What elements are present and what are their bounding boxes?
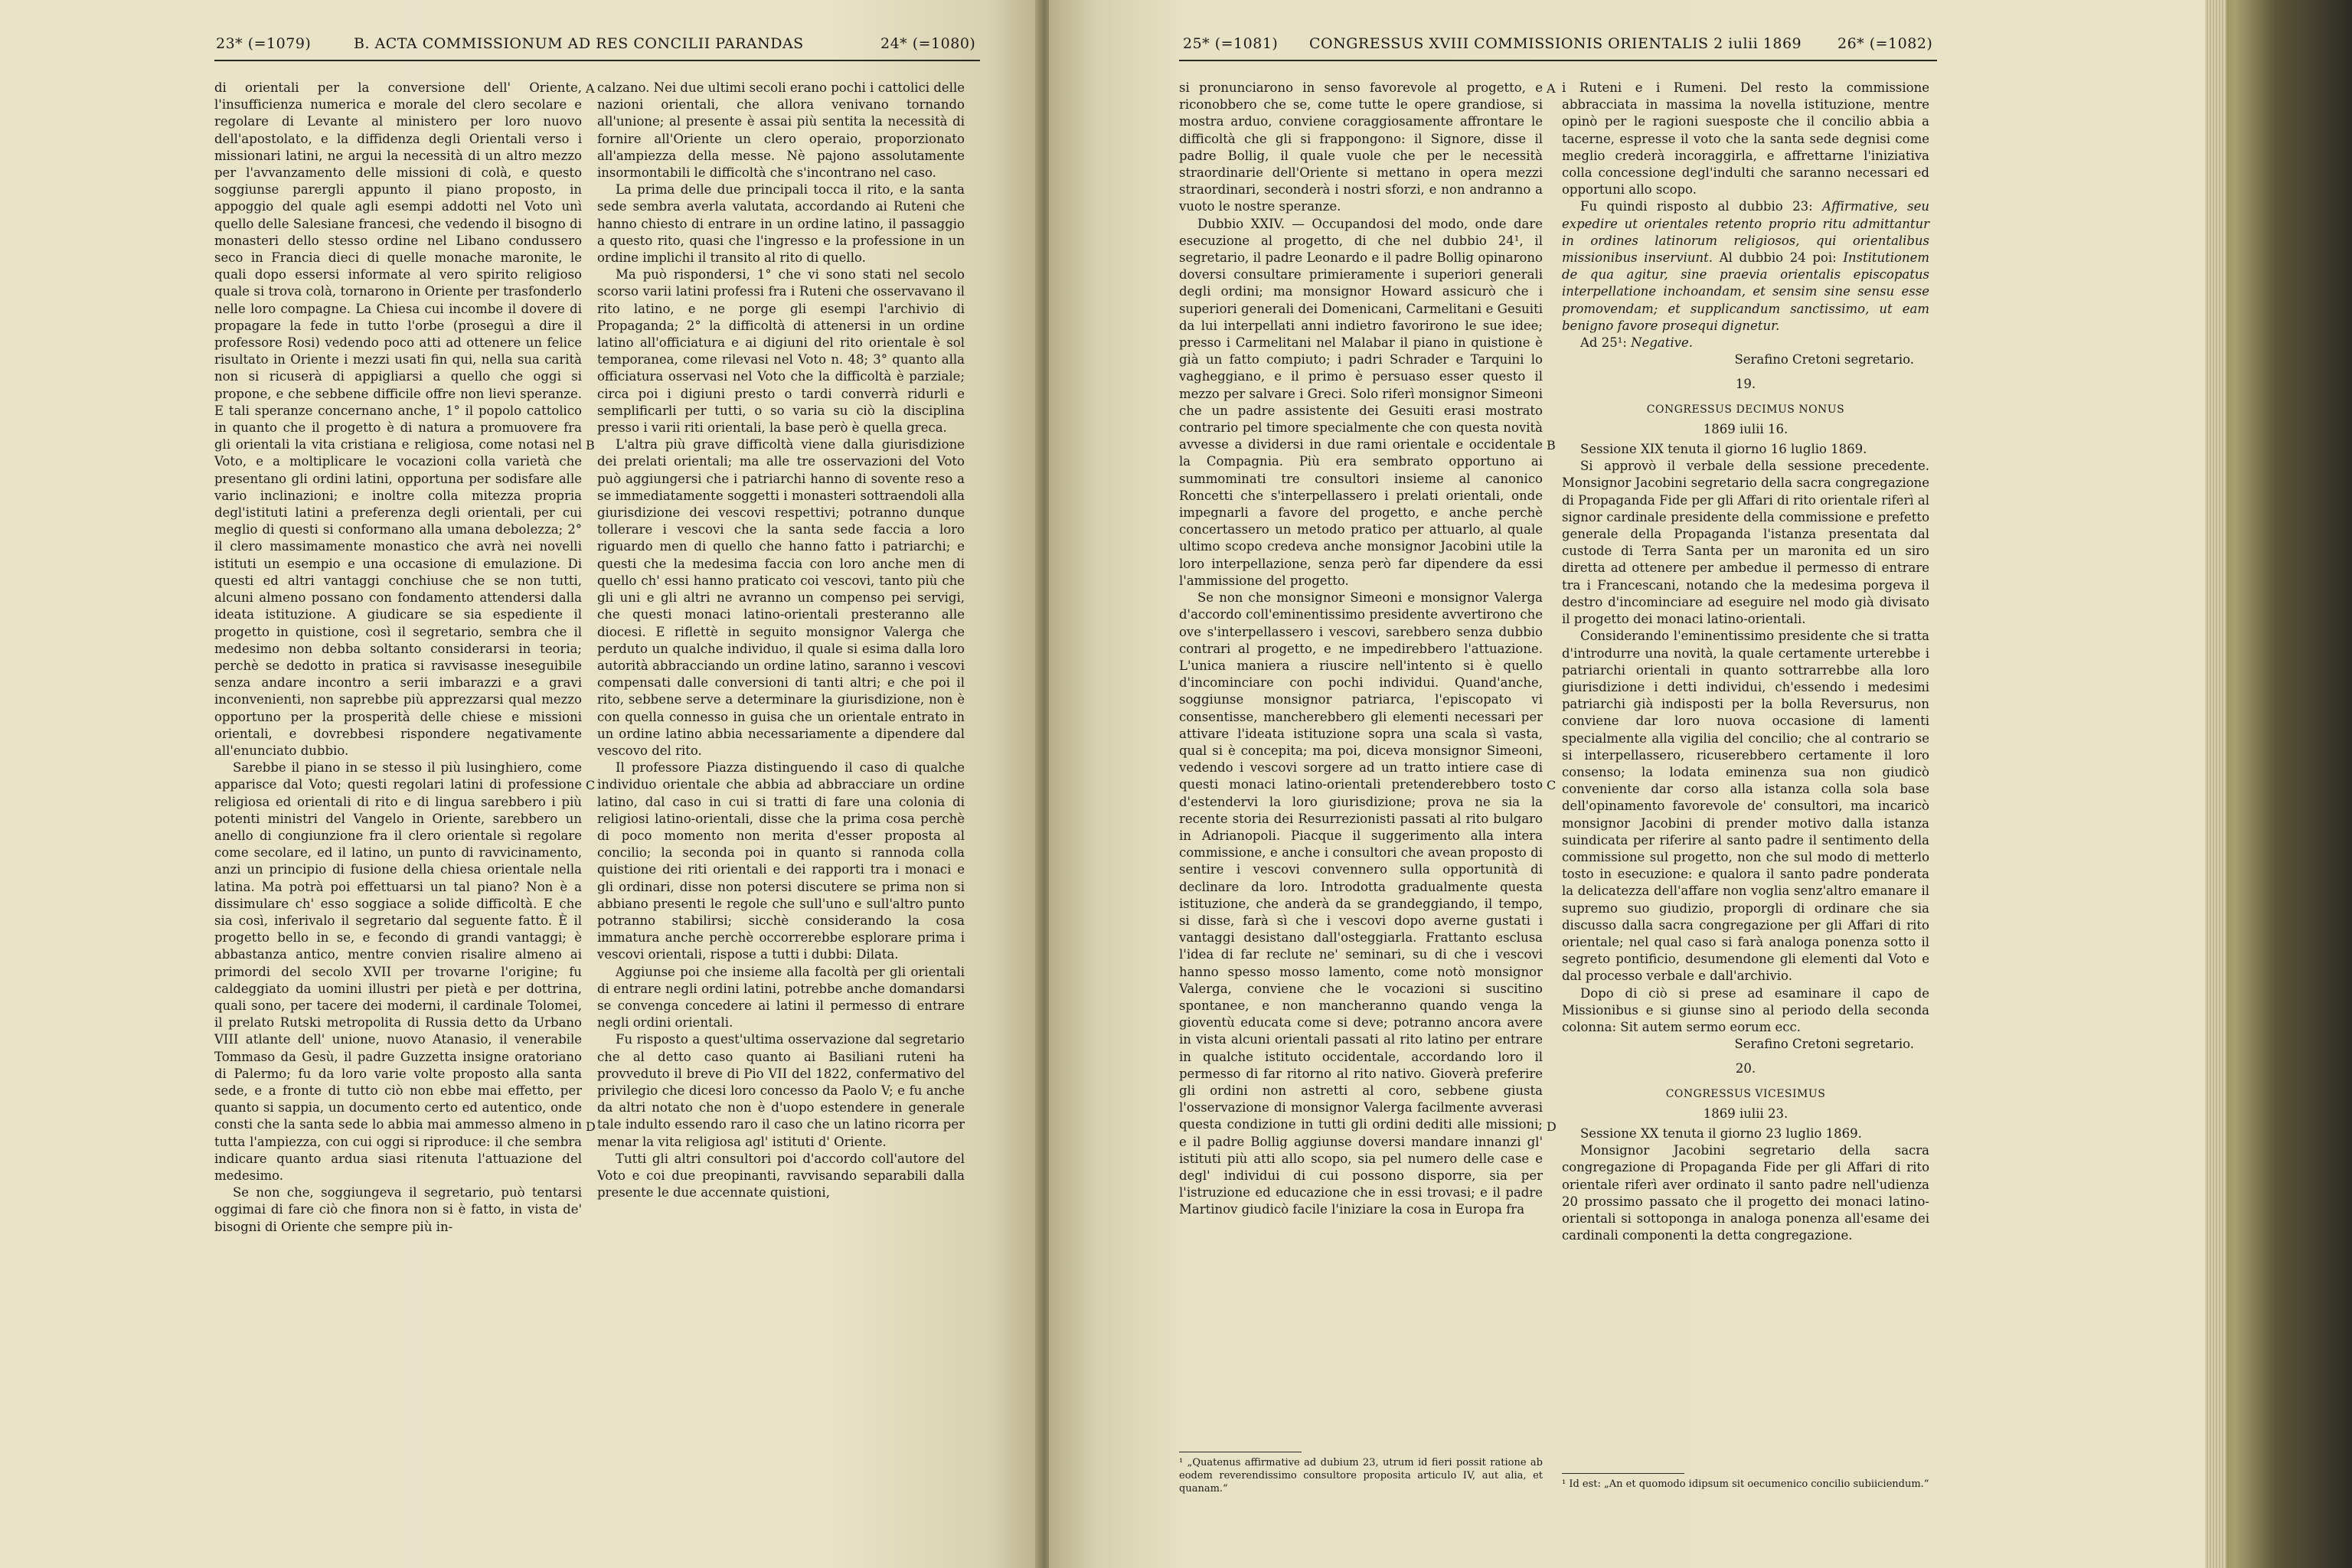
footnote: ¹ „Quatenus affirmative ad dubium 23, utrum id fieri possit ratione ab eodem reverendissimo consultore proposita articulo IV, aut alia, et quanam.“ bbox=[1179, 1457, 1543, 1494]
section-date: 1869 iulii 16. bbox=[1703, 421, 1788, 436]
footnote-rule bbox=[1562, 1473, 1684, 1474]
signature: Serafino Cretoni segretario. bbox=[1734, 352, 1914, 368]
paragraph: Se non che monsignor Simeoni e monsignor Valerga d'accordo coll'eminentissimo presidente avvertirono che ove s'interpellassero i vescovi, sarebbero senza dubbio contrari al progetto, e ne impedirebbero l'attuazione. L'unica maniera a riuscire nell'intento si è quello d'incominciare con pochi individui. Quand'anche, soggiunse monsignor patriarca, l'episcopato vi consentisse, mancherebbero gli elementi necessari per attivare l'ideata istituzione sopra una scala sì vasta, qual si è concepita; ma poi, diceva monsignor Simeoni, vedendo i vescovi sorgere ad un tratto intiere case di questi monaci latino-orientali pretenderebbero tosto d'estendervi la loro giurisdizione; prova ne sia la recente storia dei Resurrezionisti passati al rito bulgaro in Adrianopoli. Piacque il suggerimento alla intera commissione, e anche i consultori che avean proposto di sentire i vescovi convennero sulla opportunità di declinare da loro. Introdotta gradualmente questa istituzione, che anderà da se grandeggiando, il tempo, si disse, farà sì che i vescovi dopo averne gustati i vantaggi desistano dall'osteggiarla. Frattanto esclusa l'idea di far reclute ne' seminari, su di che i vescovi hanno spesso mosso lamento, come notò monsignor Valerga, conviene che le vocazioni si suscitino spontanee, e non mancheranno quando venga la gioventù educata come si deve; potranno ancora avere in vista alcuni orientali passati al rito latino per entrare in qualche istituto occidentale, accordando loro il permesso di far ritorno al rito nativo. Gioverà preferire gli ordini non astretti al coro, sebbene giusta l'osservazione di monsignor Valerga facilmente avverasi questa condizione in tutti gli ordini dediti alle missioni; e il padre Bollig aggiunse doversi mandare innanzi gl' istituti più atti allo scopo, sia pel numero delle case e degl' individui di cui possono disporre, sia per l'istruzione ed educazione che in essi trovasi; e il padre Martinov giudicò facile l'iniziare la cosa in Europa fra bbox=[1179, 590, 1543, 1217]
paragraph: calzano. Nei due ultimi secoli erano pochi i cattolici delle nazioni orientali, che allora venivano tornando all'unione; al presente è assai più sentita la necessità di fornire all'Oriente un clero operaio, proporzionato all'ampiezza della messe. Nè pajono assolutamente insormontabili le difficoltà che s'incontrano nel caso. bbox=[597, 80, 965, 181]
margin-marker-c: C bbox=[586, 778, 596, 792]
answer-intro: Ad 25¹: bbox=[1580, 335, 1627, 351]
right-column-2 bbox=[1562, 80, 1929, 1244]
paragraph: Sessione XX tenuta il giorno 23 luglio 1869. bbox=[1580, 1125, 1862, 1141]
footnote: ¹ Id est: „An et quomodo idipsum sit oecumenico concilio subiiciendum.“ bbox=[1562, 1478, 1929, 1490]
answer-dubbio-25 bbox=[1562, 335, 1929, 351]
paragraph: Dopo di ciò si prese ad esaminare il capo de Missionibus e si giunse sino al periodo della seconda colonna: Sit autem sermo eorum ecc. bbox=[1562, 985, 1929, 1034]
margin-marker-c: C bbox=[1547, 778, 1557, 792]
paragraph: L'altra più grave difficoltà viene dalla giurisdizione dei prelati orientali; ma alle tre osservazioni del Voto può aggiungersi che i patriarchi hanno di sovente reso a se immediatamente soggetti i monasteri sottraendoli alla giurisdizione dei vescovi respettivi; potranno dunque tollerare i vescovi che la santa sede faccia a loro riguardo men di quello che hanno fatto i patriarchi; e questi che la medesima faccia con loro anche men di quello ch' essi hanno praticato coi vescovi, tanto più che gli uni e gli altri ne avranno un compenso pei servigi, che questi monaci latino-orientali presteranno alle diocesi. E riflettè in seguito monsignor Valerga che perduto un qualche individuo, il quale si esima dalla loro autorità abbracciando un ordine latino, saranno i vescovi compensati dalle conversioni di tanti altri; e che poi il rito, sebbene serve a determinare la giurisdizione, non è con quella connesso in guisa che un orientale entrato in un ordine latino abbia necessariamente a dipendere dal vescovo del rito. bbox=[597, 437, 965, 758]
section-title: CONGRESSUS VICESIMUS bbox=[1665, 1087, 1826, 1100]
margin-marker-a: A bbox=[1547, 81, 1556, 96]
paragraph: Aggiunse poi che insieme alla facoltà per gli orientali di entrare negli ordini latini, potrebbe anche domandarsi se convenga concedere ai latini il permesso di entrare negli ordini orientali. bbox=[597, 964, 965, 1031]
left-column-2 bbox=[597, 80, 965, 1201]
paragraph: di orientali per la conversione dell' Oriente, l'insufficienza numerica e morale del clero secolare e regolare di Levante al ministero per loro nuovo dell'apostolato, e la diffidenza degli Orientali verso i missionari latini, ne argui la necessità di un altro mezzo per l'avvanzamento delle missioni di colà, e questo soggiunse parergli appunto il piano proposto, in appoggio del quale agli esempi addotti nel Voto unì quello delle Salesiane francesi, che vedendo il bisogno di monasteri dello stesso ordine nel Libano condussero seco in Francia dieci di quelle monache maronite, le quali dopo essersi informate al vero spirito religioso quale si trova colà, tornarono in Oriente per trasfonderlo nelle loro compagne. La Chiesa cui incombe il dovere di propagare la fede in tutto l'orbe (proseguì a dire il professore Rosi) vedendo poco atti ad ottenere un felice risultato in Oriente i mezzi usati fin qui, nella sua carità non si ricuserà di appigliarsi a quello che oggi si propone, e che sebbene difficile offre non lievi speranze. E tali speranze concernano anche, 1° il popolo cattolico in quanto che il progetto è di natura a promuovere fra gli orientali la vita cristiana e religiosa, come notasi nel Voto, e a moltiplicare le vocazioni colla varietà che presentano gli ordini latini, opportuna per sodisfare alle vario inclinazioni; e inoltre colla mitezza propria degl'istituti latini a preferenza degli orientali, per cui meglio di questi si conformano alla umana debolezza; 2° il clero massimamente monastico che avrà nei novelli istituti un esempio e una occasione di emulazione. Di questi ed altri vantaggi conchiuse che se non tutti, alcuni almeno possano con fondamento attendersi dalla ideata istituzione. A giudicare se sia espediente il progetto in quistione, così il segretario, sembra che il medesimo non debba soltanto considerarsi in teoria; perchè se dedotto in pratica si ravvisasse ineseguibile senza andare incontro a serii imbarazzi e a gravi inconvenienti, non saprebbe più apprezzarsi qual mezzo opportuno per la prosperità delle chiese e missioni orientali, e dovrebbesi rispondere negativamente all'enunciato dubbio. bbox=[214, 80, 582, 758]
margin-marker-a: A bbox=[586, 81, 595, 96]
left-header-page-number-left: 23* (=1079) bbox=[216, 35, 312, 52]
margin-marker-d: D bbox=[1547, 1119, 1557, 1134]
book-cover-edge bbox=[2205, 0, 2352, 1568]
right-column-1 bbox=[1179, 80, 1543, 1219]
left-page bbox=[0, 0, 1040, 1568]
paragraph: Monsignor Jacobini segretario della sacra congregazione di Propaganda Fide per gli Affari di rito orientale riferì aver ordinato il santo padre nell'udienza 20 prossimo passato che il progetto dei monaci latino-orientali si sottoponga in analoga ponenza all'esame dei cardinali componenti la detta congregazione. bbox=[1562, 1143, 1929, 1243]
paragraph: Fu risposto a quest'ultima osservazione dal segretario che al detto caso quanto ai Basiliani ruteni ha provveduto il breve di Pio VII del 1822, confermativo del privilegio che dicesi loro concesso da Paolo V; e fu anche da altri notato che non è d'uopo estendere in generale tale indulto essendo raro il caso che un latino ricorra per menar la vita religiosa agl' istituti d' Oriente. bbox=[597, 1032, 965, 1149]
paragraph: Si approvò il verbale della sessione precedente. Monsignor Jacobini segretario della sacra congregazione di Propaganda Fide per gli Affari di rito orientale riferì al signor cardinale presidente della commissione e prefetto generale della Propaganda l'istanza presentata dal custode di Terra Santa per un maronita ed un siro diretta ad ottenere per ambedue il permesso di entrare tra i Francescani, notando che la medesima porgeva il destro d'incominciare ad eseguire nel modo già divisato il progetto dei monaci latino-orientali. bbox=[1562, 459, 1929, 627]
paragraph: Ma può rispondersi, 1° che vi sono stati nel secolo scorso varii latini professi fra i Ruteni che osservavano il rito latino, e ne porge gli esempi l'archivio di Propaganda; 2° la difficoltà di attenersi in un ordine latino all'officiatura e ai digiuni del rito orientale è sol temporanea, come rilevasi nel Voto n. 48; 3° quanto alla officiatura osservasi nel Voto che la difficoltà è parziale; circa poi i digiuni presto o tardi converrà ridurli e semplificarli per tutti, o so varia su ciò la disciplina presso i varii riti orientali, la base però è quella greca. bbox=[597, 267, 965, 436]
answer-latin: Institutionem de qua agitur, sine praevia orientalis episcopatus interpellatione inchoandam, et sensim sine sensu esse promovendam; et supplicandum sanctissimo, ut eam benigno favore prosequi dignetur. bbox=[1562, 250, 1929, 333]
margin-marker-b: B bbox=[1547, 438, 1556, 452]
paragraph: si pronunciarono in senso favorevole al progetto, e riconobbero che se, come tutte le opere grandiose, si mostra arduo, conviene coraggiosamente affrontare le difficoltà che gli si frappongono: il Signore, disse il padre Bollig, il quale vuole che per le necessità straordinarie dell'Oriente si mettano in opera mezzi straordinari, seconderà i nostri sforzi, e non andranno a vuoto le nostre speranze. bbox=[1179, 80, 1543, 214]
section-date: 1869 iulii 23. bbox=[1703, 1106, 1788, 1121]
right-header-page-number-left: 25* (=1081) bbox=[1183, 35, 1279, 52]
left-header-title: B. ACTA COMMISSIONUM AD RES CONCILII PARANDAS bbox=[354, 35, 804, 52]
signature: Serafino Cretoni segretario. bbox=[1734, 1037, 1914, 1052]
answer-dubbio-23 bbox=[1562, 198, 1929, 335]
left-header-page-number-right: 24* (=1080) bbox=[880, 35, 976, 52]
paragraph: Sessione XIX tenuta il giorno 16 luglio 1869. bbox=[1580, 442, 1867, 457]
answer-intro: Al dubbio 24 poi: bbox=[1719, 250, 1837, 266]
paragraph: Sarebbe il piano in se stesso il più lusinghiero, come apparisce dal Voto; questi regolari latini di professione religiosa ed orientali di rito e di lingua sarebbero i più potenti ministri del Vangelo in Oriente, sarebbero un anello di congiunzione fra il clero orientale sì regolare come secolare, ed il latino, un punto di ravvicinamento, anzi un principio di fusione della chiesa orientale nella latina. Ma potrà poi effettuarsi un tal piano? Non è a dissimulare ch' esso soggiace a solide difficoltà. E che sia così, inferivalo il segretario dal seguente fatto. È il progetto bello in se, e fecondo di grandi vantaggi; è abbastanza antico, mentre convien risalire almeno ai primordi del secolo XVII per trovarne l'origine; fu caldeggiato da uomini illustri per pietà e per dottrina, quali sono, per tacere dei moderni, il cardinale Tolomei, il prelato Rutski metropolita di Russia detto da Urbano VIII atlante dell' unione, nuovo Atanasio, il venerabile Tommaso da Gesù, il padre Guzzetta insigne oratoriano di Palermo; fu da loro varie volte proposto alla santa sede, e a fronte di tutto ciò non ebbe mai effetto, per quanto si sappia, un documento certo ed autentico, onde consti che la santa sede lo abbia mai ammesso almeno in tutta l'ampiezza, con cui oggi si riproduce: il che sembra indicare quanto ardua siasi ritenuta l'attuazione del medesimo. bbox=[214, 760, 582, 1183]
right-header-rule bbox=[1179, 60, 1937, 61]
paragraph: i Ruteni e i Rumeni. Del resto la commissione abbracciata in massima la novella istituzione, mentre opinò per le ragioni suesposte che il concilio abbia a tacerne, espresse il voto che la santa sede degnisi come meglio crederà incoraggirla, e affrettarne l'iniziativa colla concessione degl'indulti che saranno necessari ed opportuni allo scopo. bbox=[1562, 80, 1929, 198]
right-header-title: CONGRESSUS XVIII COMMISSIONIS ORIENTALIS 2 iulii 1869 bbox=[1309, 35, 1802, 52]
paragraph: Se non che, soggiungeva il segretario, può tentarsi oggimai di fare ciò che finora non si è fatto, in vista de' bisogni di Oriente che sempre più in- bbox=[214, 1185, 582, 1234]
right-page bbox=[1049, 0, 2205, 1568]
paragraph: Il professore Piazza distinguendo il caso di qualche individuo orientale che abbia ad abbracciare un ordine latino, dal caso in cui si tratti di fare una colonia di religiosi latino-orientali, disse che la prima cosa perchè di poco momento non merita d'esser proposta al concilio; la seconda poi in quanto si rannoda colla quistione dei riti orientali e dei rapporti tra i monaci e gli ordinari, disse non potersi discutere se prima non si abbiano presenti le regole che sull'uno e sull'altro punto potranno stabilirsi; sicchè considerando la cosa immatura anche perchè occorrerebbe esplorare prima i vescovi orientali, rispose a tutti i dubbi: Dilata. bbox=[597, 760, 965, 962]
page-edges bbox=[2205, 0, 2226, 1568]
section-title: CONGRESSUS DECIMUS NONUS bbox=[1646, 403, 1845, 416]
paragraph: Dubbio XXIV. — Occupandosi del modo, onde dare esecuzione al progetto, di che nel dubbio 24¹, il segretario, il padre Leonardo e il padre Bollig opinarono doversi consultare primieramente i superiori generali degli ordini; ma monsignor Howard assicurò che i superiori generali dei Domenicani, Carmelitani e Gesuiti da lui interpellati anni indietro favorirono le sue idee; presso i Carmelitani nel Malabar il piano in quistione è già un fatto compiuto; i padri Schrader e Tarquini lo vagheggiano, e il primo è persuaso esser questo il mezzo per salvare i Greci. Solo riferì monsignor Simeoni che un padre assistente dei Gesuiti erasi mostrato contrario pel timore specialmente che con questa novità avvesse a dividersi in due rami orientale e occidentale la Compagnia. Più era sembrato opportuno ai summominati tre consultori insieme al canonico Roncetti che s'interpellassero i prelati orientali, onde impegnarli a favore del progetto, e anche perchè concertassero un metodo pratico per attuarlo, al quale ultimo scopo credeva anche monsignor Jacobini utile la loro interpellazione, senza però far dipendere da essi l'ammissione del progetto. bbox=[1179, 216, 1543, 588]
paragraph: Considerando l'eminentissimo presidente che si tratta d'introdurre una novità, la quale certamente urterebbe i patriarchi orientali in quanto sottrarrebbe alla loro giurisdizione i detti individui, ch'essendo i medesimi patriarchi già indisposti per la bolla Reversurus, non conviene dar loro nuova occasione di lamenti specialmente alla vigilia del concilio; che al contrario se si interpellassero, ricuserebbero certamente il loro consenso; la lodata eminenza sua non giudicò conveniente dar corso alla istanza colla sola base dell'opinamento favorevole de' consultori, ma incaricò monsignor Jacobini di prender motivo dalla istanza suindicata per riferire al santo padre il sentimento della commissione sul progetto, non che sul modo di metterlo tosto in esecuzione: e qualora il santo padre ponderata la delicatezza dell'affare non voglia senz'altro emanare il supremo suo giudizio, proporgli di ordinare che sia discusso dalla sacra congregazione per gli Affari di rito orientale; nel qual caso si farà analoga ponenza sotto il segreto pontificio, desumendone gli elementi dal Voto e dal processo verbale e dall'archivio. bbox=[1562, 629, 1929, 984]
paragraph: Tutti gli altri consultori poi d'accordo coll'autore del Voto e coi due preopinanti, ravvisando separabili dalla presente le due accennate quistioni, bbox=[597, 1151, 965, 1200]
answer-latin: Affirmative, seu expedire ut orientales retento proprio ritu admittantur in ordines latinorum religiosos, qui orientalibus missionibus inserviunt. bbox=[1562, 199, 1929, 266]
margin-marker-d: D bbox=[586, 1119, 596, 1134]
left-header-rule bbox=[214, 60, 980, 61]
section-number: 19. bbox=[1735, 377, 1756, 392]
answer-intro: Fu quindi risposto al dubbio 23: bbox=[1580, 199, 1813, 214]
answer-latin: Negative. bbox=[1631, 335, 1693, 351]
left-column-1 bbox=[214, 80, 582, 1236]
right-header-page-number-right: 26* (=1082) bbox=[1838, 35, 1933, 52]
margin-marker-b: B bbox=[586, 438, 595, 452]
section-number: 20. bbox=[1735, 1061, 1756, 1076]
paragraph: La prima delle due principali tocca il rito, e la santa sede sembra averla valutata, accordando ai Ruteni che hanno chiesto di entrare in un ordine latino, il passaggio a questo rito, quasi che l'ingresso e la professione in un ordine implichi il transito al rito di quello. bbox=[597, 182, 965, 266]
